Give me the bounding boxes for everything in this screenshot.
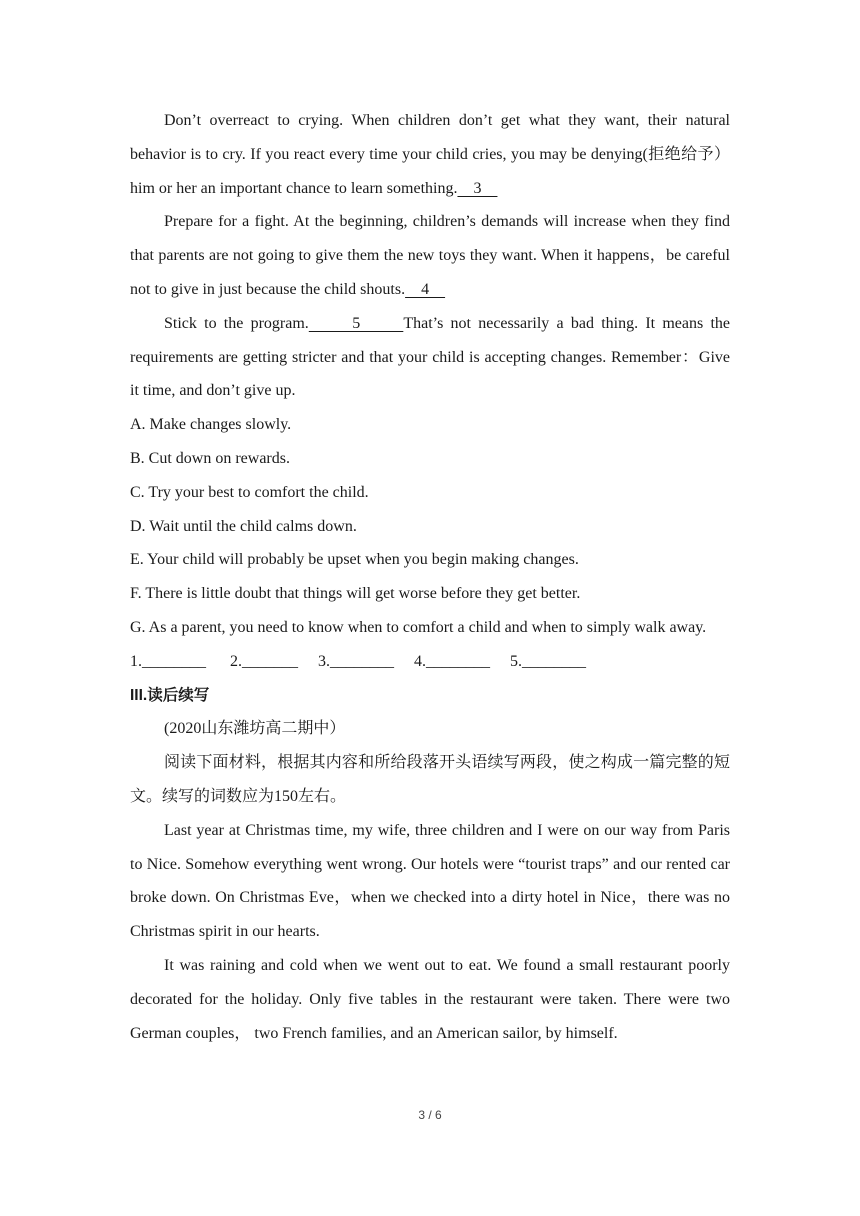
option-f: F. There is little doubt that things will get worse before they get better. bbox=[130, 585, 581, 603]
blank-3: 3 bbox=[457, 179, 498, 197]
option-d: D. Wait until the child calms down. bbox=[130, 517, 357, 535]
paragraph-stick bbox=[130, 307, 730, 408]
option-g: G. As a parent, you need to know when to comfort a child and when to simply walk away. bbox=[130, 618, 707, 636]
option-e: E. Your child will probably be upset when you begin making changes. bbox=[130, 551, 579, 569]
section-title: III.读后续写 bbox=[130, 686, 210, 704]
paragraph-text: Prepare for a fight. At the beginning, children’s demands will increase when they find that parents are not going to give them the new toys they want. When it happens，be careful not to give in just because the child shouts. bbox=[130, 213, 730, 298]
paragraph-text: Don’t overreact to crying. When children don’t get what they want, their natural behavior is to cry. If you react every time your child cries, you may be denying(拒绝给予）him or her an important chance to learn something. bbox=[130, 112, 730, 197]
answer-line: 1.________ 2._______ 3.________ 4.________ 5.________ bbox=[130, 652, 586, 670]
option-b: B. Cut down on rewards. bbox=[130, 449, 290, 467]
blank-4: 4 bbox=[405, 280, 446, 298]
section-instruction: 阅读下面材料，根据其内容和所给段落开头语续写两段，使之构成一篇完整的短文。续写的词数应为150左右。 bbox=[130, 754, 730, 805]
paragraph-prepare bbox=[130, 205, 730, 306]
section-source: (2020山东潍坊高二期中） bbox=[164, 720, 346, 738]
option-a: A. Make changes slowly. bbox=[130, 416, 292, 434]
paragraph-text: Stick to the program. bbox=[164, 314, 309, 332]
story-paragraph-2: It was raining and cold when we went out to eat. We found a small restaurant poorly decorated for the holiday. Only five tables in the restaurant were taken. There were two German couples， two French families, and an American sailor, by himself. bbox=[130, 956, 730, 1042]
option-c: C. Try your best to comfort the child. bbox=[130, 483, 369, 501]
page-number: 3 / 6 bbox=[418, 1108, 442, 1122]
document-page bbox=[130, 104, 730, 1050]
paragraph-overreact bbox=[130, 104, 730, 205]
story-paragraph-1: Last year at Christmas time, my wife, three children and I were on our way from Paris to Nice. Somehow everything went wrong. Our hotels were “tourist traps” and our rented car broke down. On Christmas Eve，when we checked into a dirty hotel in Nice，there was no Christmas spirit in our hearts. bbox=[130, 821, 730, 941]
blank-5: 5 bbox=[308, 314, 404, 332]
paragraph-text: That’s not necessarily a bad thing. It means the requirements are getting stricter and that your child is accepting changes. Remember：Give it time, and don’t give up. bbox=[130, 314, 730, 400]
